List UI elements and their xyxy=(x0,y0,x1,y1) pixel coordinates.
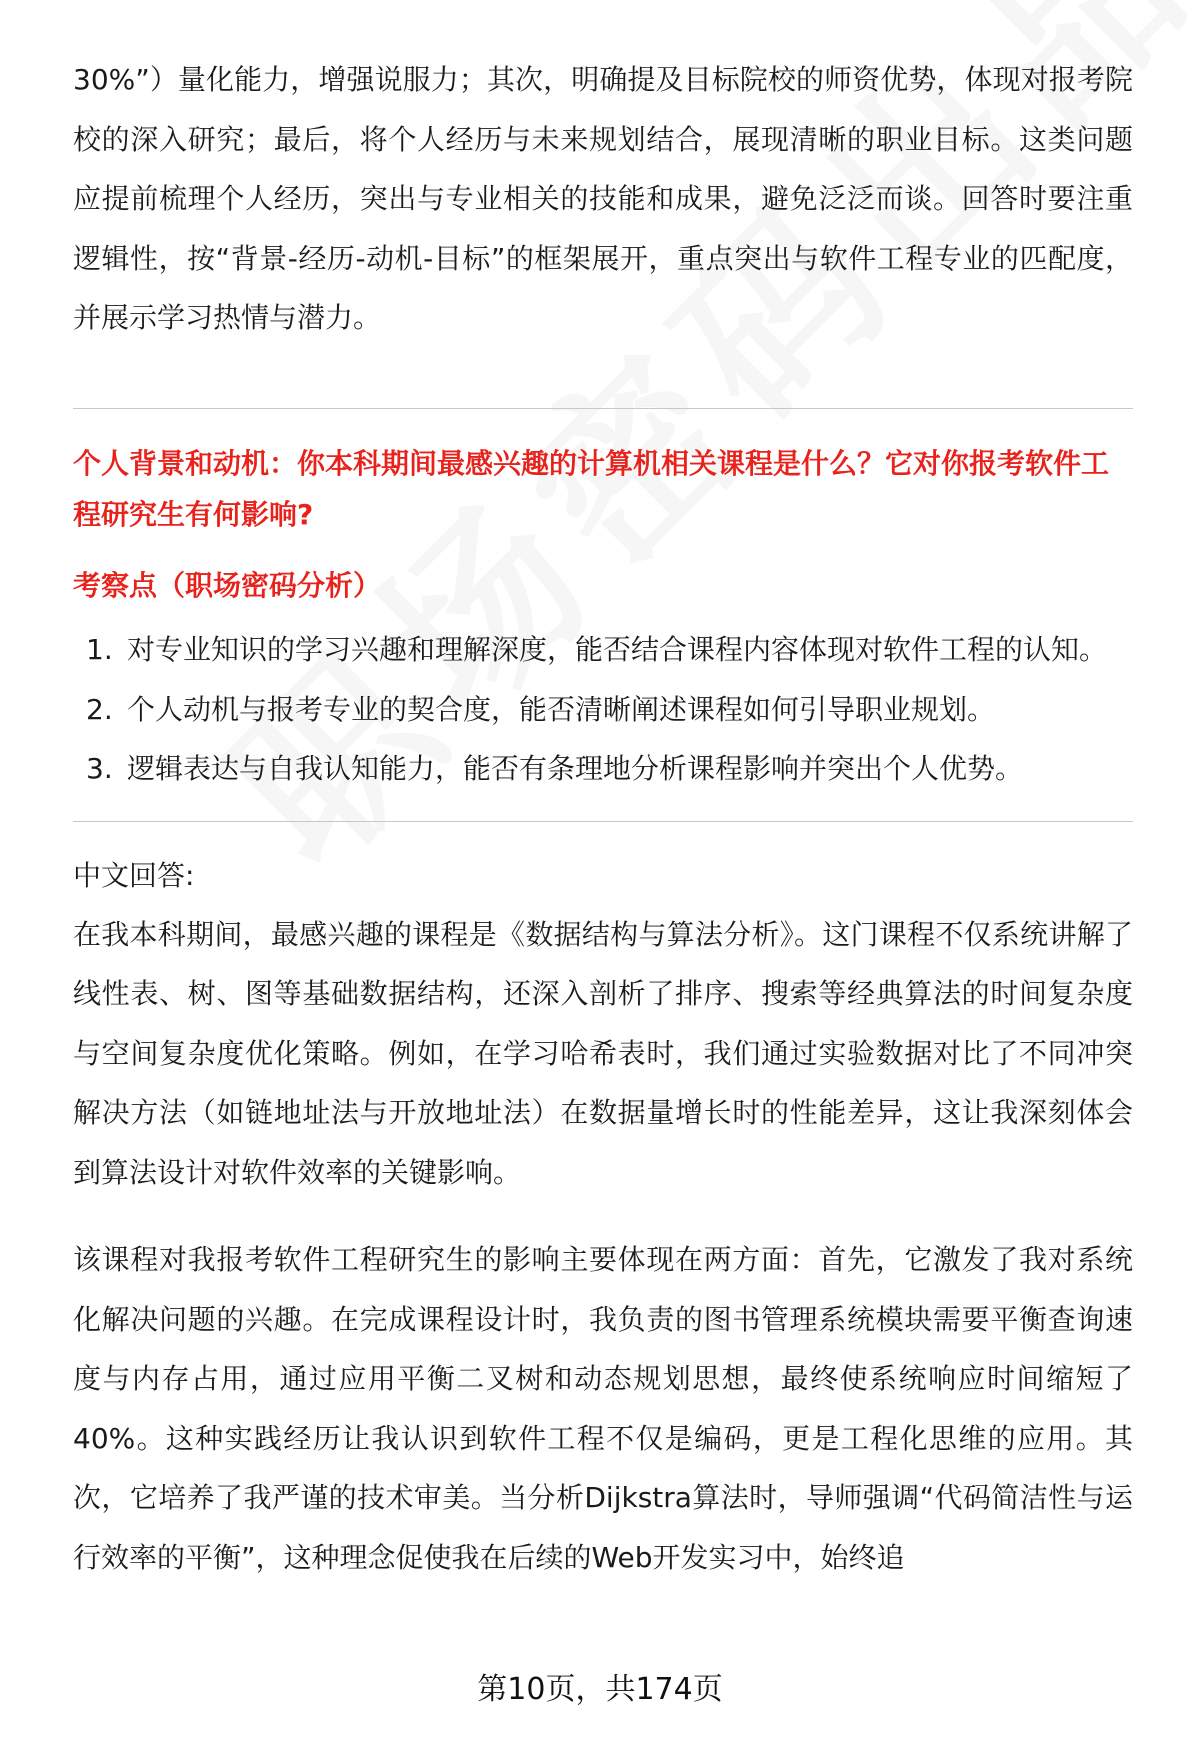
list-item-text: 逻辑表达与自我认知能力，能否有条理地分析课程影响并突出个人优势。 xyxy=(127,752,1024,785)
answer-label: 中文回答: xyxy=(73,858,195,892)
list-number: 3. xyxy=(86,752,113,785)
points-heading: 考察点（职场密码分析） xyxy=(73,569,382,602)
list-item-text: 个人动机与报考专业的契合度，能否清晰阐述课程如何引导职业规划。 xyxy=(127,692,996,726)
document-page xyxy=(73,50,1133,1587)
answer-paragraph: 在我本科期间，最感兴趣的课程是《数据结构与算法分析》。这门课程不仅系统讲解了线性表、树、图等基础数据结构，还深入剖析了排序、搜索等经典算法的时间复杂度与空间复杂度优化策略。例如，在学习哈希表时，我们通过实验数据对比了不同冲突解决方法（如链地址法与开放地址法）在数据量增长时的性能差异，这让我深刻体会到算法设计对软件效率的关键影响。 xyxy=(73,917,1133,1189)
answer-paragraph: 该课程对我报考软件工程研究生的影响主要体现在两方面：首先，它激发了我对系统化解决问题的兴趣。在完成课程设计时，我负责的图书管理系统模块需要平衡查询速度与内存占用，通过应用平衡二叉树和动态规划思想，最终使系统响应时间缩短了40%。这种实践经历让我认识到软件工程不仅是编码，更是工程化思维的应用。其次，它培养了我严谨的技术审美。当分析Dijkstra算法时，导师强调“代码简洁性与运行效率的平衡”，这种理念促使我在后续的Web开发实习中，始终追 xyxy=(73,1243,1133,1574)
list-number: 2. xyxy=(86,692,113,726)
list-number: 1. xyxy=(86,633,113,666)
list-item xyxy=(73,680,1133,740)
list-item xyxy=(73,620,1133,680)
top-paragraph: 30%”）量化能力，增强说服力；其次，明确提及目标院校的师资优势，体现对报考院校的深入研究；最后，将个人经历与未来规划结合，展现清晰的职业目标。这类问题应提前梳理个人经历，突出与专业相关的技能和成果，避免泛泛而谈。回答时要注重逻辑性，按“背景-经历-动机-目标”的框架展开，重点突出与软件工程专业的匹配度，并展示学习热情与潜力。 xyxy=(73,63,1133,334)
page-number: 第10页，共174页 xyxy=(477,1672,723,1707)
points-list xyxy=(73,620,1133,799)
list-item xyxy=(73,739,1133,799)
list-item-text: 对专业知识的学习兴趣和理解深度，能否结合课程内容体现对软件工程的认知。 xyxy=(127,633,1108,666)
question-title: 个人背景和动机：你本科期间最感兴趣的计算机相关课程是什么？它对你报考软件工程研究生有何影响? xyxy=(73,447,1110,531)
